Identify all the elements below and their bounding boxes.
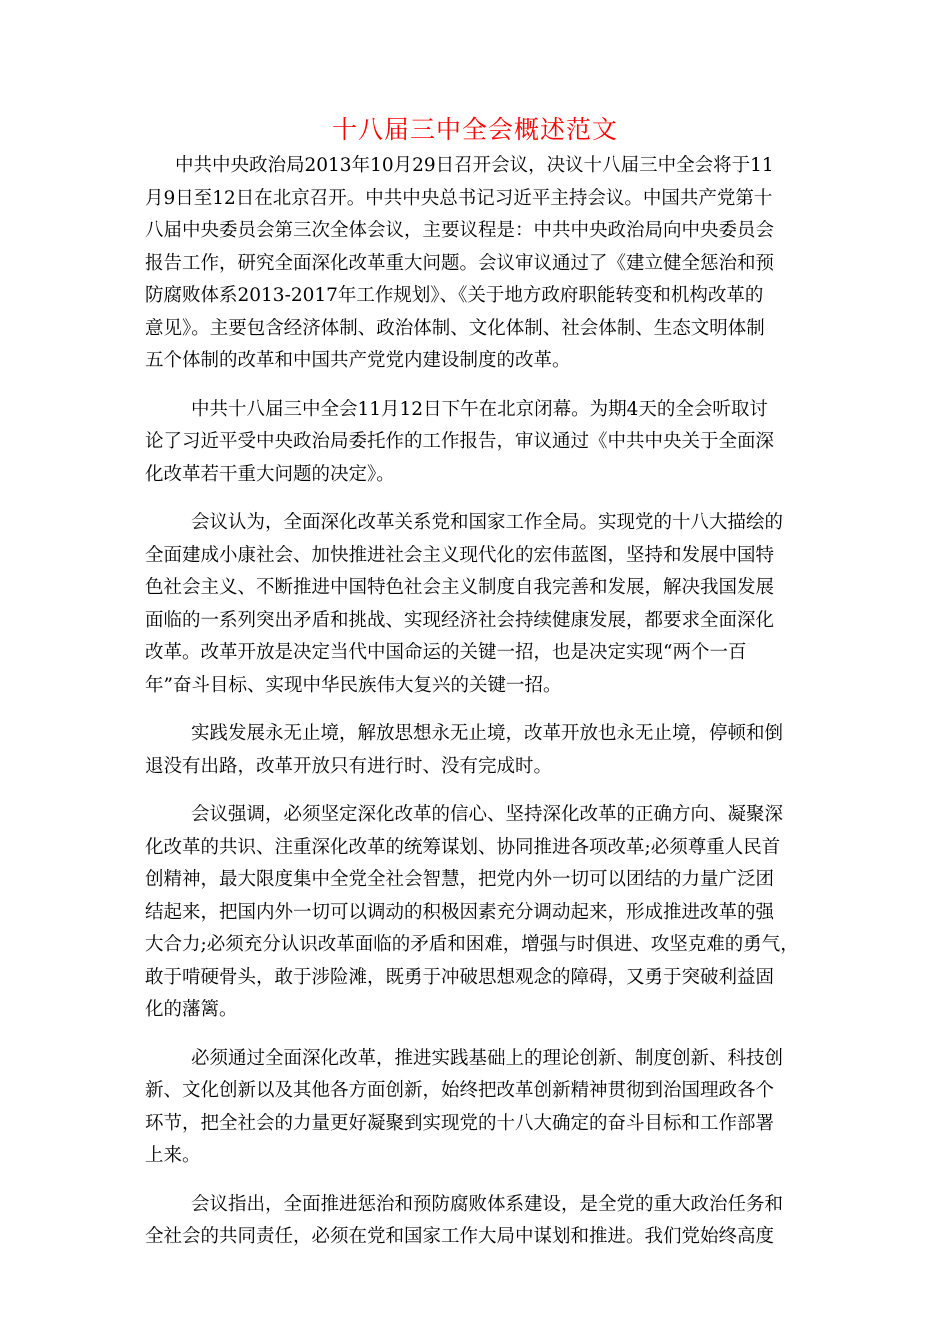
text-line: 环节，把全社会的力量更好凝聚到实现党的十八大确定的奋斗目标和工作部署 [145, 1112, 775, 1134]
text-line: 化改革的共识、注重深化改革的统筹谋划、协同推进各项改革;必须尊重人民首 [145, 836, 781, 858]
text-line: 中共十八届三中全会11月12日下午在北京闭幕。为期4天的全会听取讨 [191, 398, 768, 420]
text-line: 论了习近平受中央政治局委托作的工作报告，审议通过《中共中央关于全面深 [145, 431, 775, 452]
text-line: 化的藩篱。 [145, 999, 238, 1020]
text-line: 意见》。主要包含经济体制、政治体制、文化体制、社会体制、生态文明体制 [145, 317, 765, 339]
text-line: 实践发展永无止境，解放思想永无止境，改革开放也永无止境，停顿和倒 [191, 723, 784, 744]
text-line: 敢于啃硬骨头，敢于涉险滩，既勇于冲破思想观念的障碍，又勇于突破利益固 [145, 966, 775, 988]
text-line: 新、文化创新以及其他各方面创新，始终把改革创新精神贯彻到治国理政各个 [145, 1080, 775, 1101]
text-line: 改革。改革开放是决定当代中国命运的关键一招，也是决定实现“两个一百 [145, 642, 747, 663]
text-line: 报告工作，研究全面深化改革重大问题。会议审议通过了《建立健全惩治和预 [145, 252, 775, 274]
text-line: 创精神，最大限度集中全党全社会智慧，把党内外一切可以团结的力量广泛团 [145, 869, 775, 890]
text-line: 色社会主义、不断推进中国特色社会主义制度自我完善和发展，解决我国发展 [145, 577, 775, 598]
text-line: 全社会的共同责任，必须在党和国家工作大局中谋划和推进。我们党始终高度 [145, 1226, 775, 1247]
text-line: 全面建成小康社会、加快推进社会主义现代化的宏伟蓝图，坚持和发展中国特 [145, 544, 775, 566]
text-line: 年”奋斗目标、实现中华民族伟大复兴的关键一招。 [145, 674, 562, 696]
text-line: 五个体制的改革和中国共产党党内建设制度的改革。 [145, 350, 571, 371]
text-line: 化改革若干重大问题的决定》。 [145, 463, 395, 485]
document-body [145, 150, 810, 1270]
text-line: 月9日至12日在北京召开。中共中央总书记习近平主持会议。中国共产党第十 [145, 187, 773, 209]
text-line: 结起来，把国内外一切可以调动的积极因素充分调动起来，形成推进改革的强 [145, 901, 775, 923]
paragraph [145, 718, 810, 783]
paragraph [145, 1189, 810, 1254]
paragraph [145, 150, 810, 378]
text-line: 中共中央政治局2013年10月29日召开会议，决议十八届三中全会将于11 [175, 155, 774, 176]
text-line: 防腐败体系2013-2017年工作规划》、《关于地方政府职能转变和机构改革的 [145, 285, 764, 306]
text-line: 大合力;必须充分认识改革面临的矛盾和困难，增强与时俱进、攻坚克难的勇气， [145, 934, 799, 955]
text-line: 会议强调，必须坚定深化改革的信心、坚持深化改革的正确方向、凝聚深 [191, 804, 784, 825]
paragraph [145, 394, 810, 492]
paragraph [145, 1043, 810, 1173]
text-line: 退没有出路，改革开放只有进行时、没有完成时。 [145, 755, 553, 777]
paragraph [145, 507, 810, 702]
text-line: 八届中央委员会第三次全体会议，主要议程是：中共中央政治局向中央委员会 [145, 220, 775, 241]
text-line: 必须通过全面深化改革，推进实践基础上的理论创新、制度创新、科技创 [191, 1047, 784, 1069]
text-line: 会议认为，全面深化改革关系党和国家工作全局。实现党的十八大描绘的 [191, 512, 784, 533]
document-title: 十八届三中全会概述范文 [331, 115, 618, 144]
paragraph [145, 799, 810, 1027]
text-line: 面临的一系列突出矛盾和挑战、实现经济社会持续健康发展，都要求全面深化 [145, 609, 775, 631]
text-line: 上来。 [145, 1145, 201, 1166]
text-line: 会议指出，全面推进惩治和预防腐败体系建设，是全党的重大政治任务和 [191, 1193, 784, 1215]
